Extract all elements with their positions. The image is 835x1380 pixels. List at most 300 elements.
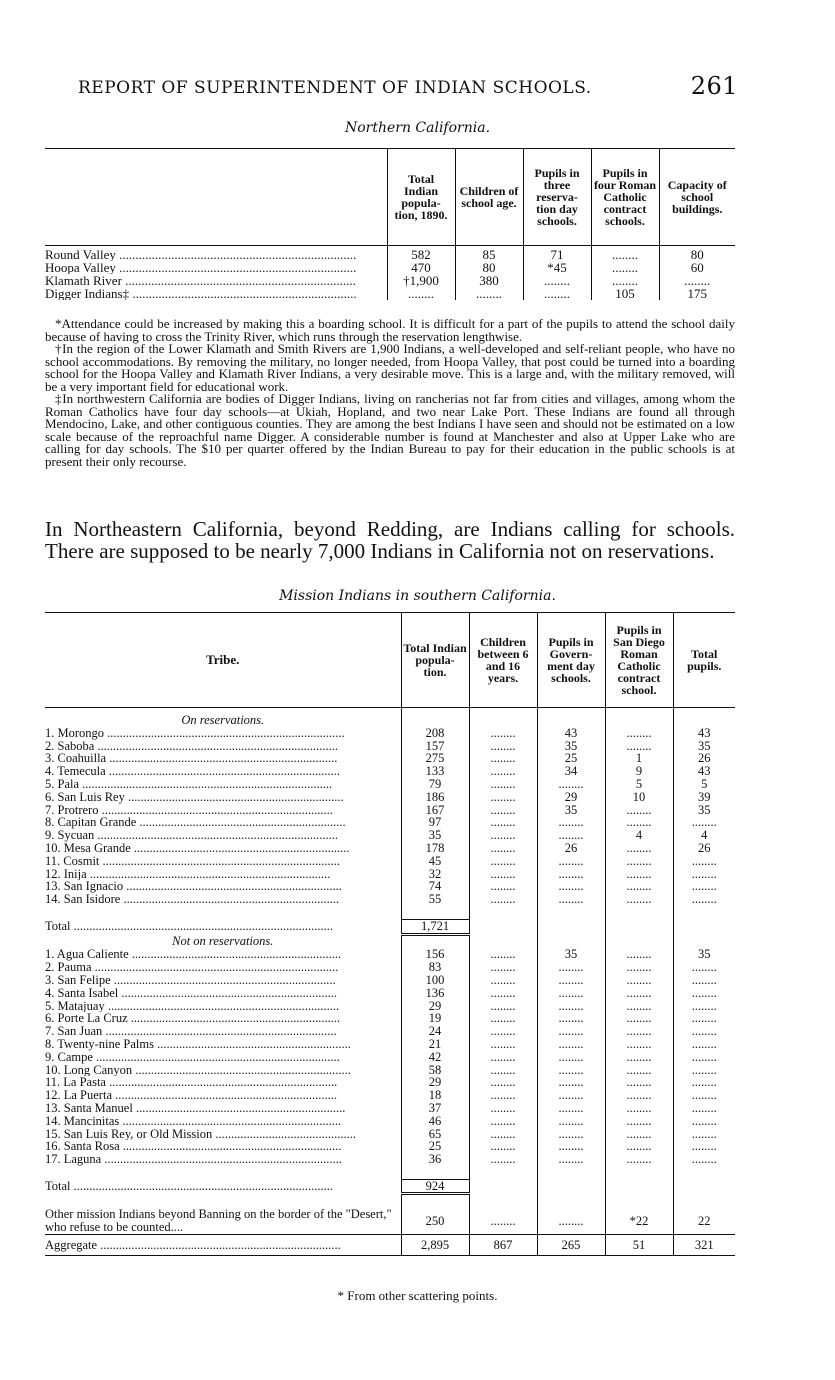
blank-cell xyxy=(537,919,605,934)
mission-header: Children between 6 and 16 years. xyxy=(469,613,537,708)
cell-value: ........ xyxy=(673,974,735,987)
blank-cell xyxy=(537,714,605,727)
cell-value: ........ xyxy=(469,1128,537,1141)
table-row xyxy=(45,752,735,765)
northern-header: Total Indian popula- tion, 1890. xyxy=(387,149,455,246)
note-attendance: *Attendance could be increased by making this a boarding school. It is difficult for a part of the pupils to attend the school daily because of having to cross the Trinity River, which runs through the reservation lengthwise. xyxy=(45,316,735,344)
cell-value: ........ xyxy=(537,1000,605,1013)
blank-cell xyxy=(469,1166,537,1179)
note-digger: ‡In northwestern California are bodies of Digger Indians, living on rancherias not far from cities and villages, among whom the Roman Catholics have four day schools—at Ukiah, Hopland, and two near Lake Port. These Indians are found all through Mendocino, Lake, and other contiguous counties. They are among the best Indians I have seen and should not be estimated on a low scale because of the reproachful name Digger. A considerable number is found at Manchester and also at Upper Lake who are calling for day schools. The $10 per quarter offered by the Indian Bureau to pay for their education in the public schools is at present their only recourse. xyxy=(45,391,735,469)
cell-value: 208 xyxy=(401,727,469,740)
aggregate-row xyxy=(45,1235,735,1256)
cell-value: 35 xyxy=(673,740,735,753)
row-name: 5. Pala ................................................................................ xyxy=(45,777,333,791)
blank-cell xyxy=(605,1166,673,1179)
row-name: 8. Twenty-nine Palms .............................................................. xyxy=(45,1037,351,1051)
cell-value: ........ xyxy=(537,880,605,893)
cell-value: ........ xyxy=(605,1089,673,1102)
cell-value: ........ xyxy=(469,842,537,855)
row-name: 3. Coahuilla ......................................................................... xyxy=(45,752,338,766)
cell-value: ........ xyxy=(673,868,735,881)
blank-cell xyxy=(401,714,469,727)
cell-value: 26 xyxy=(673,842,735,855)
cell-value: ........ xyxy=(605,740,673,753)
table-row xyxy=(45,816,735,829)
cell-value: 51 xyxy=(605,1235,673,1256)
cell-value: 39 xyxy=(673,791,735,804)
cell-value: ........ xyxy=(605,727,673,740)
cell-value: ........ xyxy=(537,1128,605,1141)
blank-cell xyxy=(673,934,735,948)
cell-value: ........ xyxy=(537,1076,605,1089)
cell-value: ........ xyxy=(605,1000,673,1013)
mission-header: Total pupils. xyxy=(673,613,735,708)
table-row xyxy=(45,727,735,740)
blank-cell xyxy=(673,919,735,934)
blank-cell xyxy=(45,1166,401,1179)
cell-value: ........ xyxy=(469,1089,537,1102)
cell-value: ........ xyxy=(455,287,523,300)
cell-value: ........ xyxy=(605,868,673,881)
cell-value: ........ xyxy=(537,1153,605,1166)
cell-value: ........ xyxy=(605,804,673,817)
cell-value: 22 xyxy=(673,1208,735,1235)
table-row xyxy=(45,287,735,300)
cell-value: ........ xyxy=(673,1012,735,1025)
row-name: 7. San Juan .......................................................................... xyxy=(45,1025,337,1038)
northern-table xyxy=(45,148,735,300)
table-row xyxy=(45,765,735,778)
cell-value: ........ xyxy=(469,1051,537,1064)
cell-value: 80 xyxy=(659,248,735,261)
cell-value: 46 xyxy=(401,1115,469,1128)
cell-value: ........ xyxy=(605,1128,673,1141)
cell-value: ........ xyxy=(605,948,673,961)
cell-value: 9 xyxy=(605,765,673,778)
note-klamath: †In the region of the Lower Klamath and Smith Rivers are 1,900 Indians, a well-developed and self-reliant people, who have no school accommodations. By removing the military, no longer needed, from Hoopa Valley, that post could be turned into a boarding school for the Hoopa Valley and Klamath River Indians, a very desirable move. This is a large and, with the military removed, will be a very important field for educational work. xyxy=(45,341,735,394)
mission-caption: Mission Indians in southern California. xyxy=(279,588,556,604)
cell-value: ........ xyxy=(469,893,537,906)
cell-value: 85 xyxy=(455,248,523,261)
blank-cell xyxy=(673,1179,735,1194)
cell-value: ........ xyxy=(605,1064,673,1077)
blank-cell xyxy=(605,906,673,919)
blank-cell xyxy=(401,1194,469,1208)
cell-value: 45 xyxy=(401,855,469,868)
cell-value: 79 xyxy=(401,778,469,791)
cell-value: ........ xyxy=(537,1064,605,1077)
cell-value: 867 xyxy=(469,1235,537,1256)
cell-value: ........ xyxy=(469,765,537,778)
cell-value: ........ xyxy=(673,1076,735,1089)
blank-cell xyxy=(673,1166,735,1179)
northern-header: Pupils in three reserva- tion day schools. xyxy=(523,149,591,246)
table-row xyxy=(45,1051,735,1064)
cell-value: ........ xyxy=(591,274,659,287)
cell-value: ........ xyxy=(605,1115,673,1128)
total-label: Total ................................................................................... xyxy=(45,1179,334,1194)
row-name: 9. Sycuan ............................................................................. xyxy=(45,829,339,842)
cell-value: ........ xyxy=(469,948,537,961)
cell-value: 250 xyxy=(401,1208,469,1235)
cell-value: ........ xyxy=(673,1128,735,1141)
cell-value: 24 xyxy=(401,1025,469,1038)
row-name: 6. Porte La Cruz ................................................................... xyxy=(45,1012,341,1026)
blank-cell xyxy=(469,919,537,934)
spacer-row xyxy=(45,1194,735,1208)
table-row xyxy=(45,855,735,868)
northern-header-blank xyxy=(45,149,387,246)
cell-value: ........ xyxy=(523,274,591,287)
row-name: 2. Pauma .............................................................................. xyxy=(45,961,339,974)
blank-cell xyxy=(605,714,673,727)
northern-header: Pupils in four Roman Catholic contract schools. xyxy=(591,149,659,246)
northeastern-paragraph: In Northeastern California, beyond Redding, are Indians calling for schools. There are supposed to be nearly 7,000 Indians in California not on reservations. xyxy=(45,517,735,563)
cell-value: 18 xyxy=(401,1089,469,1102)
row-name: 1. Morongo ............................................................................ xyxy=(45,726,345,740)
northern-header: Children of school age. xyxy=(455,149,523,246)
section-label: Not on reservations. xyxy=(172,933,274,948)
cell-value: ........ xyxy=(673,816,735,829)
cell-value: ........ xyxy=(537,1012,605,1025)
blank-cell xyxy=(605,919,673,934)
cell-value: ........ xyxy=(605,1038,673,1051)
spacer-row xyxy=(45,906,735,919)
row-name: 4. Santa Isabel ..................................................................... xyxy=(45,986,337,1000)
table-row xyxy=(45,893,735,906)
section-label-row xyxy=(45,714,735,727)
cell-value: ........ xyxy=(673,961,735,974)
table-row xyxy=(45,778,735,791)
cell-value: ........ xyxy=(537,1089,605,1102)
cell-value: ........ xyxy=(469,868,537,881)
cell-value: ........ xyxy=(537,829,605,842)
cell-value: ........ xyxy=(659,274,735,287)
row-name: 2. Saboba ............................................................................. xyxy=(45,739,339,753)
running-head-title: REPORT OF SUPERINTENDENT OF INDIAN SCHOOLS. xyxy=(78,78,592,98)
cell-value: 35 xyxy=(537,804,605,817)
cell-value: ........ xyxy=(673,987,735,1000)
cell-value: 29 xyxy=(401,1000,469,1013)
table-row xyxy=(45,1089,735,1102)
cell-value: ........ xyxy=(673,1153,735,1166)
cell-value: ........ xyxy=(605,974,673,987)
northern-caption: Northern California. xyxy=(344,120,491,136)
cell-value: 1 xyxy=(605,752,673,765)
table-row xyxy=(45,974,735,987)
cell-value: 10 xyxy=(605,791,673,804)
blank-cell xyxy=(401,934,469,948)
table-row xyxy=(45,1115,735,1128)
row-name: 3. San Felipe ....................................................................... xyxy=(45,973,336,987)
cell-value: 43 xyxy=(537,727,605,740)
cell-value: ........ xyxy=(469,816,537,829)
row-name: Other mission Indians beyond Banning on the border of the "Desert," who refuse to be counted.... xyxy=(45,1208,392,1235)
other-row xyxy=(45,1208,735,1235)
cell-value: ........ xyxy=(537,778,605,791)
cell-value: ........ xyxy=(469,727,537,740)
row-name: 4. Temecula .......................................................................... xyxy=(45,765,341,778)
blank-cell xyxy=(45,906,401,919)
cell-value: ........ xyxy=(469,804,537,817)
table-row xyxy=(45,842,735,855)
cell-value: ........ xyxy=(605,855,673,868)
spacer-row xyxy=(45,1166,735,1179)
cell-value: 19 xyxy=(401,1012,469,1025)
cell-value: 71 xyxy=(523,248,591,261)
cell-value: ........ xyxy=(469,1076,537,1089)
blank-cell xyxy=(469,906,537,919)
cell-value: 35 xyxy=(673,948,735,961)
cell-value: ........ xyxy=(387,287,455,300)
cell-value: ........ xyxy=(605,880,673,893)
cell-value: ........ xyxy=(469,829,537,842)
cell-value: 35 xyxy=(401,829,469,842)
cell-value: 380 xyxy=(455,274,523,287)
cell-value: ........ xyxy=(537,1208,605,1235)
cell-value: 175 xyxy=(659,287,735,300)
cell-value: 21 xyxy=(401,1038,469,1051)
cell-value: ........ xyxy=(469,855,537,868)
cell-value: 25 xyxy=(401,1140,469,1153)
cell-value: 37 xyxy=(401,1102,469,1115)
cell-value: ........ xyxy=(591,261,659,274)
cell-value: 265 xyxy=(537,1235,605,1256)
mission-table xyxy=(45,612,735,1256)
cell-value: ........ xyxy=(469,1064,537,1077)
cell-value: ........ xyxy=(605,893,673,906)
table-row xyxy=(45,1102,735,1115)
cell-value: ........ xyxy=(537,868,605,881)
table-row xyxy=(45,1153,735,1166)
page-number: 261 xyxy=(690,72,738,100)
cell-value: 136 xyxy=(401,987,469,1000)
row-name: 12. Inija ............................................................................. xyxy=(45,867,331,881)
blank-cell xyxy=(469,934,537,948)
cell-value: ........ xyxy=(673,1140,735,1153)
cell-value: 60 xyxy=(659,261,735,274)
footnote: * From other scattering points. xyxy=(337,1288,498,1303)
cell-value: ........ xyxy=(537,893,605,906)
cell-value: 5 xyxy=(673,778,735,791)
cell-value: 275 xyxy=(401,752,469,765)
cell-value: 167 xyxy=(401,804,469,817)
cell-value: 83 xyxy=(401,961,469,974)
blank-cell xyxy=(537,906,605,919)
blank-cell xyxy=(605,934,673,948)
row-name: 6. San Luis Rey ..................................................................... xyxy=(45,790,344,804)
cell-value: 97 xyxy=(401,816,469,829)
cell-value: 25 xyxy=(537,752,605,765)
cell-value: ........ xyxy=(605,1102,673,1115)
cell-value: ........ xyxy=(673,1000,735,1013)
cell-value: ........ xyxy=(469,1115,537,1128)
total-value: 1,721 xyxy=(401,919,469,934)
row-name: 14. San Isidore ..................................................................... xyxy=(45,893,340,906)
blank-cell xyxy=(673,714,735,727)
cell-value: ........ xyxy=(537,1140,605,1153)
mission-header: Pupils in San Diego Roman Catholic contract school. xyxy=(605,613,673,708)
cell-value: ........ xyxy=(605,1012,673,1025)
row-name: 11. Cosmit ............................................................................ xyxy=(45,854,341,868)
cell-value: 156 xyxy=(401,948,469,961)
row-name: 7. Protrero .......................................................................... xyxy=(45,803,333,817)
cell-value: ........ xyxy=(469,987,537,1000)
cell-value: ........ xyxy=(469,1012,537,1025)
cell-value: ........ xyxy=(469,740,537,753)
cell-value: ........ xyxy=(591,248,659,261)
cell-value: ........ xyxy=(469,791,537,804)
cell-value: 5 xyxy=(605,778,673,791)
row-name: 13. Santa Manuel ................................................................... xyxy=(45,1101,346,1115)
mission-header-tribe: Tribe. xyxy=(206,652,240,667)
row-name: 10. Mesa Grande ..................................................................... xyxy=(45,841,350,855)
row-name: 17. Laguna ............................................................................ xyxy=(45,1153,342,1166)
cell-value: ........ xyxy=(673,1064,735,1077)
row-name: Hoopa Valley ......................................................................... xyxy=(45,261,357,274)
row-name: 9. Campe .............................................................................. xyxy=(45,1050,340,1064)
row-name: 10. Long Canyon ..................................................................... xyxy=(45,1063,351,1077)
blank-cell xyxy=(401,906,469,919)
cell-value: ........ xyxy=(605,1140,673,1153)
cell-value: ........ xyxy=(537,1115,605,1128)
cell-value: ........ xyxy=(469,1000,537,1013)
cell-value: ........ xyxy=(469,1153,537,1166)
cell-value: 582 xyxy=(387,248,455,261)
row-name: Klamath River ....................................................................... xyxy=(45,274,356,287)
cell-value: 4 xyxy=(673,829,735,842)
cell-value: ........ xyxy=(673,893,735,906)
cell-value: 29 xyxy=(537,791,605,804)
cell-value: ........ xyxy=(469,974,537,987)
blank-cell xyxy=(605,1179,673,1194)
table-row xyxy=(45,987,735,1000)
cell-value: ........ xyxy=(605,1051,673,1064)
blank-cell xyxy=(673,1194,735,1208)
cell-value: ........ xyxy=(537,961,605,974)
cell-value: ........ xyxy=(605,1153,673,1166)
cell-value: 80 xyxy=(455,261,523,274)
cell-value: 157 xyxy=(401,740,469,753)
blank-cell xyxy=(673,906,735,919)
blank-cell xyxy=(45,1194,401,1208)
cell-value: 34 xyxy=(537,765,605,778)
row-name: 14. Mancinitas ...................................................................... xyxy=(45,1114,342,1128)
cell-value: 2,895 xyxy=(401,1235,469,1256)
blank-cell xyxy=(401,1166,469,1179)
row-name: 1. Agua Caliente ................................................................... xyxy=(45,948,342,962)
northern-header: Capacity of school buildings. xyxy=(659,149,735,246)
cell-value: ........ xyxy=(537,987,605,1000)
cell-value: ........ xyxy=(673,1025,735,1038)
cell-value: 43 xyxy=(673,765,735,778)
cell-value: ........ xyxy=(537,1038,605,1051)
cell-value: 55 xyxy=(401,893,469,906)
cell-value: ........ xyxy=(605,961,673,974)
cell-value: 186 xyxy=(401,791,469,804)
total-label: Total ................................................................................... xyxy=(45,919,334,934)
cell-value: 74 xyxy=(401,880,469,893)
section-label-row xyxy=(45,934,735,948)
cell-value: ........ xyxy=(469,1102,537,1115)
cell-value: ........ xyxy=(605,1025,673,1038)
cell-value: ........ xyxy=(469,1025,537,1038)
table-row xyxy=(45,1038,735,1051)
cell-value: 36 xyxy=(401,1153,469,1166)
cell-value: 42 xyxy=(401,1051,469,1064)
cell-value: ........ xyxy=(605,987,673,1000)
table-row xyxy=(45,740,735,753)
blank-cell xyxy=(469,714,537,727)
row-name: 11. La Pasta ......................................................................... xyxy=(45,1076,338,1090)
cell-value: 178 xyxy=(401,842,469,855)
cell-value: ........ xyxy=(673,855,735,868)
cell-value: †1,900 xyxy=(387,274,455,287)
cell-value: 100 xyxy=(401,974,469,987)
row-name: 13. San Ignacio ..................................................................... xyxy=(45,880,342,894)
row-name: 5. Matajuay .......................................................................... xyxy=(45,999,340,1013)
cell-value: 35 xyxy=(673,804,735,817)
blank-cell xyxy=(469,1194,537,1208)
cell-value: ........ xyxy=(673,1115,735,1128)
cell-value: 65 xyxy=(401,1128,469,1141)
cell-value: 321 xyxy=(673,1235,735,1256)
total-row xyxy=(45,1179,735,1194)
cell-value: 35 xyxy=(537,740,605,753)
cell-value: 26 xyxy=(537,842,605,855)
row-name: 15. San Luis Rey, or Old Mission ............................................. xyxy=(45,1127,356,1141)
cell-value: ........ xyxy=(537,1025,605,1038)
cell-value: 35 xyxy=(537,948,605,961)
cell-value: ........ xyxy=(469,1208,537,1235)
section-label: On reservations. xyxy=(181,713,265,727)
table-row xyxy=(45,791,735,804)
row-name: 16. Santa Rosa ...................................................................... xyxy=(45,1140,342,1154)
row-name: Round Valley ......................................................................... xyxy=(45,248,357,261)
cell-value: ........ xyxy=(673,1038,735,1051)
mission-header: Pupils in Govern- ment day schools. xyxy=(537,613,605,708)
cell-value: ........ xyxy=(469,1038,537,1051)
cell-value: ........ xyxy=(605,842,673,855)
cell-value: 470 xyxy=(387,261,455,274)
cell-value: *45 xyxy=(523,261,591,274)
blank-cell xyxy=(537,1194,605,1208)
cell-value: ........ xyxy=(537,974,605,987)
cell-value: ........ xyxy=(523,287,591,300)
cell-value: 4 xyxy=(605,829,673,842)
cell-value: 26 xyxy=(673,752,735,765)
cell-value: ........ xyxy=(673,1089,735,1102)
total-row xyxy=(45,919,735,934)
cell-value: ........ xyxy=(537,1102,605,1115)
row-name: Digger Indians‡ ..................................................................... xyxy=(45,287,357,300)
cell-value: ........ xyxy=(673,1051,735,1064)
row-name: 8. Capitan Grande .................................................................. xyxy=(45,816,346,830)
running-head xyxy=(78,72,738,100)
cell-value: ........ xyxy=(537,816,605,829)
cell-value: 43 xyxy=(673,727,735,740)
cell-value: ........ xyxy=(469,778,537,791)
mission-header: Total Indian popula- tion. xyxy=(401,613,469,708)
cell-value: ........ xyxy=(605,1076,673,1089)
cell-value: 32 xyxy=(401,868,469,881)
cell-value: ........ xyxy=(469,752,537,765)
cell-value: *22 xyxy=(605,1208,673,1235)
cell-value: ........ xyxy=(469,1140,537,1153)
blank-cell xyxy=(605,1194,673,1208)
cell-value: 105 xyxy=(591,287,659,300)
cell-value: 133 xyxy=(401,765,469,778)
